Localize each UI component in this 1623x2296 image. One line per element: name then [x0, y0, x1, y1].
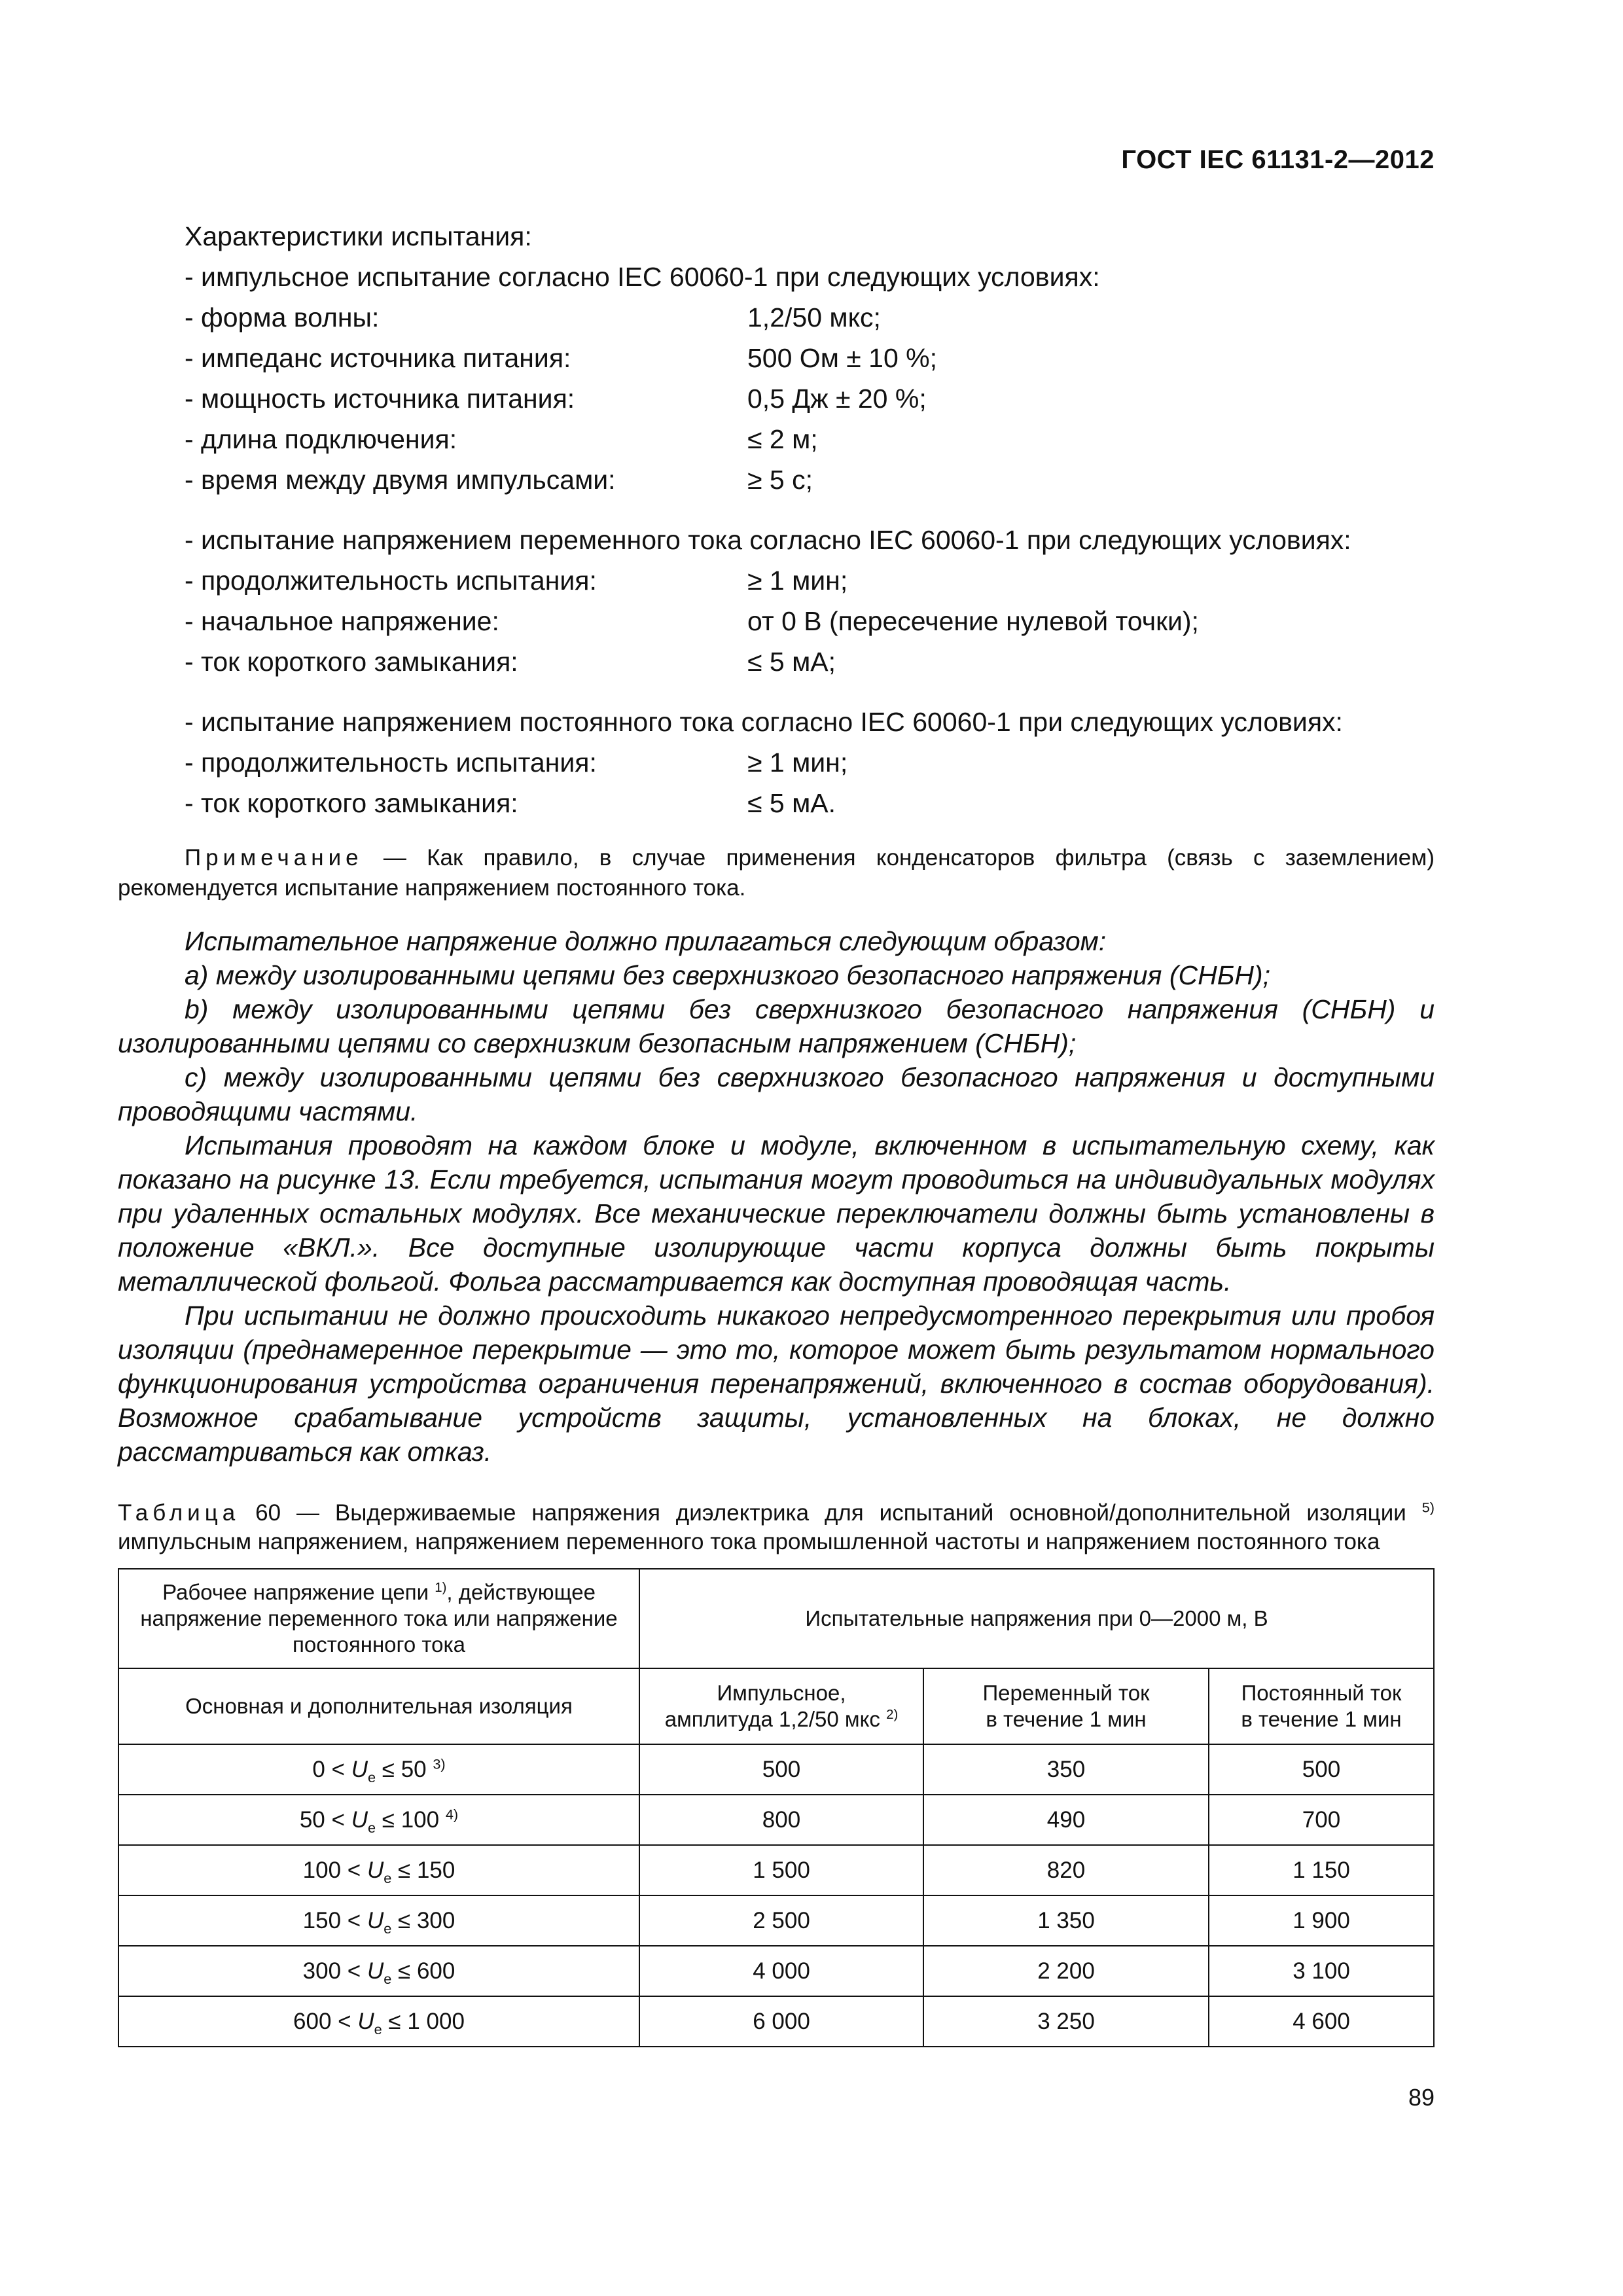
header-cell-working-voltage	[118, 1569, 639, 1668]
char-row	[185, 702, 1435, 742]
voltage-symbol: U	[366, 1907, 384, 1933]
range-high: ≤ 600	[398, 1958, 455, 1984]
char-row	[185, 601, 1435, 641]
range-high: ≤ 100	[382, 1806, 440, 1833]
char-label: - импеданс источника питания:	[185, 343, 571, 373]
characteristics-title: Характеристики испытания:	[185, 221, 532, 251]
char-label: - испытание напряжением переменного тока согласно IEC 60060-1 при следующих условиях:	[185, 525, 1351, 555]
table-row	[118, 1845, 1434, 1895]
ac-cell: 1 350	[923, 1895, 1209, 1946]
char-value: ≥ 1 мин;	[747, 565, 848, 596]
header-text: , действующее напряжение переменного тока или напряжение постоянного тока	[140, 1580, 618, 1657]
characteristics-group-dc	[118, 702, 1435, 823]
table-row	[118, 1996, 1434, 2047]
char-label: - длина подключения:	[185, 424, 457, 454]
voltage-table	[118, 1568, 1435, 2047]
char-value: ≤ 2 м;	[747, 424, 818, 454]
char-label: - мощность источника питания:	[185, 384, 575, 414]
header-cell-ac	[923, 1668, 1209, 1744]
char-row	[185, 560, 1435, 601]
page-number: 89	[1408, 2084, 1435, 2111]
range-low: 50 <	[299, 1806, 345, 1833]
dc-cell: 3 100	[1209, 1946, 1434, 1996]
header-text: в течение 1 мин	[986, 1707, 1147, 1731]
header-cell-insulation: Основная и дополнительная изоляция	[118, 1668, 639, 1744]
range-high: ≤ 300	[398, 1907, 455, 1933]
impulse-cell: 800	[639, 1795, 923, 1845]
char-label: - начальное напряжение:	[185, 606, 499, 636]
voltage-subscript: e	[383, 1869, 392, 1886]
impulse-cell: 500	[639, 1744, 923, 1795]
page-content	[118, 216, 1435, 2047]
range-high: ≤ 50	[382, 1756, 427, 1782]
char-value: ≤ 5 мА;	[747, 647, 836, 677]
range-low: 100 <	[302, 1857, 361, 1883]
table-caption-text: импульсным напряжением, напряжением переменного тока промышленной частоты и напряжением постоянного тока	[118, 1529, 1380, 1554]
char-label: - форма волны:	[185, 302, 380, 332]
footnote-ref: 2)	[886, 1707, 899, 1722]
char-value: 1,2/50 мкс;	[747, 302, 881, 332]
range-low: 150 <	[302, 1907, 361, 1933]
voltage-subscript: e	[383, 1920, 392, 1937]
header-text: Рабочее напряжение цепи	[162, 1580, 435, 1604]
char-label: - продолжительность испытания:	[185, 747, 597, 778]
char-row	[185, 419, 1435, 459]
char-value: 500 Ом ± 10 %;	[747, 343, 938, 373]
char-label: - ток короткого замыкания:	[185, 647, 518, 677]
dc-cell: 1 900	[1209, 1895, 1434, 1946]
dc-cell: 500	[1209, 1744, 1434, 1795]
footnote-ref: 5)	[1421, 1499, 1435, 1516]
char-value: 0,5 Дж ± 20 %;	[747, 384, 927, 414]
footnote-ref: 1)	[435, 1580, 447, 1595]
char-label: - испытание напряжением постоянного тока согласно IEC 60060-1 при следующих условиях:	[185, 707, 1343, 737]
table-row	[118, 1895, 1434, 1946]
footnote-ref: 3)	[433, 1755, 446, 1772]
header-text: амплитуда 1,2/50 мкс	[664, 1707, 887, 1731]
dc-cell: 1 150	[1209, 1845, 1434, 1895]
char-row	[185, 459, 1435, 500]
table-header-row	[118, 1569, 1434, 1668]
impulse-cell: 4 000	[639, 1946, 923, 1996]
range-cell	[118, 1744, 639, 1795]
range-high: ≤ 1 000	[388, 2008, 465, 2034]
char-value: ≤ 5 мА.	[747, 788, 836, 818]
ac-cell: 3 250	[923, 1996, 1209, 2047]
voltage-symbol: U	[351, 1756, 368, 1782]
characteristics-group-impulse	[118, 257, 1435, 500]
impulse-cell: 2 500	[639, 1895, 923, 1946]
body-paragraph: c) между изолированными цепями без сверхнизкого безопасного напряжения и доступными проводящими частями.	[118, 1062, 1435, 1126]
range-cell	[118, 1845, 639, 1895]
char-row	[185, 297, 1435, 338]
range-high: ≤ 150	[398, 1857, 455, 1883]
range-low: 0 <	[312, 1756, 345, 1782]
ac-cell: 2 200	[923, 1946, 1209, 1996]
char-label: - ток короткого замыкания:	[185, 788, 518, 818]
body-paragraph: a) между изолированными цепями без сверхнизкого безопасного напряжения (СНБН);	[185, 960, 1271, 990]
range-cell	[118, 1996, 639, 2047]
table-caption-text: 60 — Выдерживаемые напряжения диэлектрика для испытаний основной/дополнительной изоляции	[240, 1500, 1422, 1526]
table-row	[118, 1795, 1434, 1845]
body-paragraph: b) между изолированными цепями без сверхнизкого безопасного напряжения (СНБН) и изолированными цепями со сверхнизким безопасным напряжением (СНБН);	[118, 994, 1435, 1058]
ac-cell: 490	[923, 1795, 1209, 1845]
char-label: - импульсное испытание согласно IEC 60060-1 при следующих условиях:	[185, 262, 1100, 292]
voltage-symbol: U	[366, 1958, 384, 1984]
table-caption	[118, 1499, 1435, 1556]
body-paragraph: Испытания проводят на каждом блоке и модуле, включенном в испытательную схему, как показано на рисунке 13. Если требуется, испытания могут проводиться на индивидуальных модулях при удаленных остальных модулях. Все механические переключатели должны быть установлены в положение «ВКЛ.». Все доступные изолирующие части корпуса должны быть покрыты металлической фольгой. Фольга рассматривается как доступная проводящая часть.	[118, 1130, 1435, 1297]
note-text: — Как правило, в случае применения конденсаторов фильтра (связь с заземлением) рекомендуется испытание напряжением постоянного тока.	[118, 845, 1435, 901]
voltage-symbol: U	[357, 2008, 374, 2034]
table-row	[118, 1946, 1434, 1996]
spacer	[118, 500, 1435, 520]
voltage-subscript: e	[374, 2020, 382, 2037]
char-row	[185, 783, 1435, 823]
voltage-symbol: U	[366, 1857, 384, 1883]
voltage-subscript: e	[367, 1768, 376, 1785]
header-text: Постоянный ток	[1241, 1681, 1402, 1705]
body-paragraph: При испытании не должно происходить никакого непредусмотренного перекрытия или пробоя изоляции (преднамеренное перекрытие — это то, которое может быть результатом нормального функционирования устройства ограничения перенапряжений, включенного в состав оборудования). Возможное срабатывание устройств защиты, установленных на блоках, не должно рассматриваться как отказ.	[118, 1300, 1435, 1467]
characteristics-group-ac	[118, 520, 1435, 682]
footnote-ref: 4)	[445, 1805, 459, 1822]
range-cell	[118, 1946, 639, 1996]
char-row	[185, 257, 1435, 297]
impulse-cell: 6 000	[639, 1996, 923, 2047]
header-cell-test-voltages: Испытательные напряжения при 0—2000 м, В	[639, 1569, 1434, 1668]
char-value: ≥ 5 с;	[747, 465, 813, 495]
range-low: 300 <	[302, 1958, 361, 1984]
range-low: 600 <	[293, 2008, 351, 2034]
note-paragraph	[118, 843, 1435, 903]
voltage-subscript: e	[383, 1970, 392, 1987]
char-row	[185, 641, 1435, 682]
char-row	[185, 742, 1435, 783]
ac-cell: 350	[923, 1744, 1209, 1795]
table-row	[118, 1744, 1434, 1795]
char-value: от 0 В (пересечение нулевой точки);	[747, 606, 1199, 636]
voltage-subscript: e	[367, 1819, 376, 1836]
range-cell	[118, 1895, 639, 1946]
body-text	[118, 924, 1435, 1469]
table-caption-label: Таблица	[118, 1500, 240, 1526]
impulse-cell: 1 500	[639, 1845, 923, 1895]
header-cell-dc	[1209, 1668, 1434, 1744]
body-paragraph: Испытательное напряжение должно прилагаться следующим образом:	[185, 926, 1107, 956]
voltage-symbol: U	[351, 1806, 368, 1833]
note-label: Примечание	[185, 845, 363, 870]
char-row	[185, 378, 1435, 419]
header-text: Импульсное,	[717, 1681, 846, 1705]
range-cell	[118, 1795, 639, 1845]
char-label: - продолжительность испытания:	[185, 565, 597, 596]
char-label: - время между двумя импульсами:	[185, 465, 616, 495]
dc-cell: 700	[1209, 1795, 1434, 1845]
char-value: ≥ 1 мин;	[747, 747, 848, 778]
header-text: в течение 1 мин	[1241, 1707, 1402, 1731]
table-header-row	[118, 1668, 1434, 1744]
header-text: Переменный ток	[982, 1681, 1150, 1705]
ac-cell: 820	[923, 1845, 1209, 1895]
document-header: ГОСТ IEC 61131-2—2012	[1121, 145, 1435, 174]
header-cell-impulse	[639, 1668, 923, 1744]
char-row	[185, 520, 1435, 560]
dc-cell: 4 600	[1209, 1996, 1434, 2047]
spacer	[118, 682, 1435, 702]
char-row	[185, 338, 1435, 378]
